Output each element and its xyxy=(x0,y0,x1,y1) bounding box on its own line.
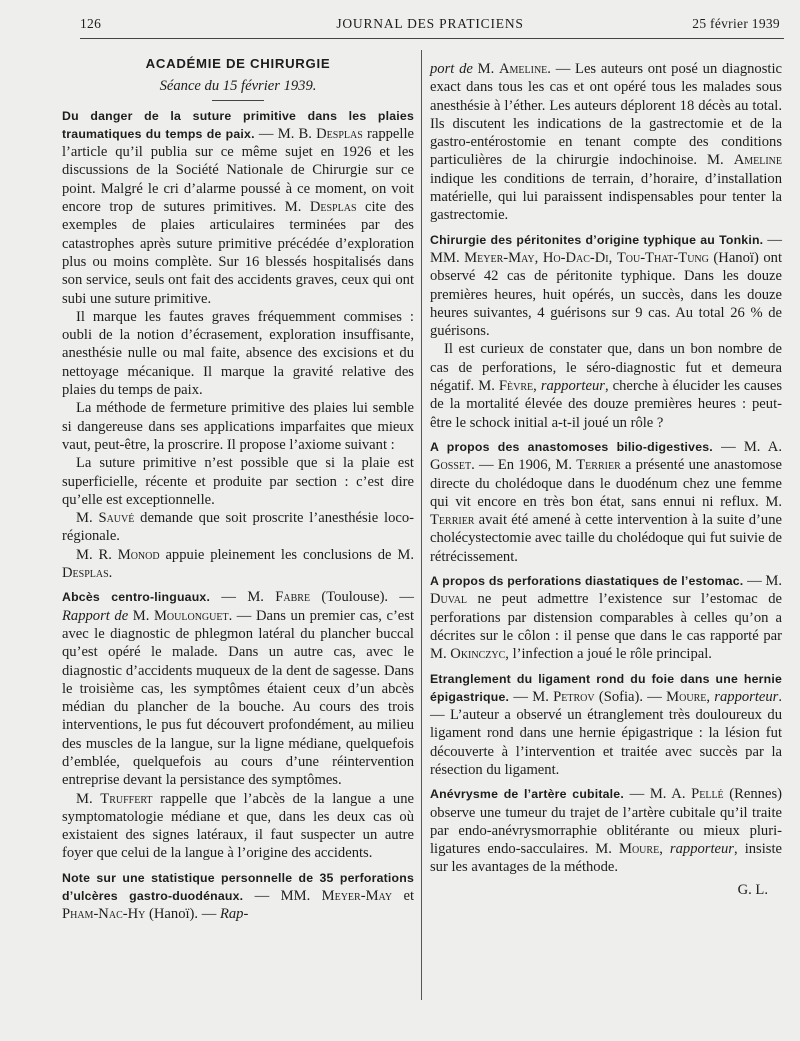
section-etranglement-ligament: Etranglement du ligament rond du foie dans une hernie épigastrique. — M. Petrov (Sofia). — Moure, rapporteur. — L’auteur a observé un étranglement très douloureux du ligament rond dans une hernie épigastrique : la lésion fut découverte à l’intervention et traitée avec succès par la résection du ligament. xyxy=(430,671,783,778)
paragraph: M. Truffert rappelle que l’abcès de la langue a une symptomatologie médiane et que, dans les deux cas où existaient des signes latéraux, il faut suspecter un autre foyer que celui de la langue à l’origine des accidents. xyxy=(62,790,414,862)
page-number: 126 xyxy=(80,16,102,31)
paragraph: Il marque les fautes graves fréquemment commises : oubli de la notion d’écrasement, exploration insuffisante, anesthésie nulle ou mal faite, absence des excisions et du nettoyage mécanique. Il marque la gravité relative des plaies du temps de paix. xyxy=(62,308,414,399)
section-title: Chirurgie des péritonites d’origine typhique au Tonkin. xyxy=(430,232,764,247)
paragraph: Il est curieux de constater que, dans un bon nombre de cas de perforations, le séro-diagnostic fut et demeura négatif. M. Fèvre, rapporteur, cherche à élucider les causes de la mortalité élevée des douze premières heures : peut-être le schock initial a-t-il joué un rôle ? xyxy=(430,341,783,431)
paragraph: M. R. Monod appuie pleinement les conclusions de M. Desplas. xyxy=(62,546,414,582)
section-anastomoses-bilio-digestives: A propos des anastomoses bilio-digestives. — M. A. Gosset. — En 1906, M. Terrier a présenté une anastomose directe du cholédoque dans le duodénum chez une femme qui vit encore en très bon état, sans ennui ni reflux. M. Terrier avait été amené à cette intervention à la suite d’une cholécystectomie avec taille du cholédoque qui fut suivie de rétrécissement. xyxy=(430,438,782,565)
section-title: Abcès centro-linguaux. xyxy=(62,590,211,605)
section-title: Note sur une statistique personnelle de 35 perforations d’ulcères gastro-duodénaux. xyxy=(62,870,414,904)
session-date: Séance du 15 février 1939. xyxy=(159,78,317,95)
column-divider xyxy=(421,50,422,1000)
paragraph: M. Sauvé demande que soit proscrite l’anesthésie loco-régionale. xyxy=(62,510,414,545)
title-rule xyxy=(212,100,264,101)
journal-title: JOURNAL DES PRATICIENS xyxy=(336,16,524,31)
section-title: Du danger de la suture primitive dans les plaies traumatiques du temps de paix. xyxy=(62,108,414,141)
header-rule xyxy=(80,38,784,39)
paragraph: La méthode de fermeture primitive des plaies lui semble si dangereuse dans ses applications imparfaites que mieux vaut, peut-être, la proscrire. Il propose l’axiome suivant : xyxy=(62,400,414,453)
section-statistique-perforations: Note sur une statistique personnelle de 35 perforations d’ulcères gastro-duodénaux. — MM. Meyer-May et Pham-Nac-Hy (Hanoï). — Rap- xyxy=(62,870,415,923)
page-title: ACADÉMIE DE CHIRURGIE xyxy=(145,56,331,71)
section-title: Anévrysme de l’artère cubitale. xyxy=(430,787,624,802)
issue-date: 25 février 1939 xyxy=(692,16,780,31)
section-anevrysme-cubitale: Anévrysme de l’artère cubitale. — M. A. Pellé (Rennes) observe une tumeur du trajet de l’artère cubitale qu’il traite par endo-anévrysmorraphie oblitérante ou mieux pluri-ligatures endo-sacculaires. M. Moure, rapporteur, insiste sur les avantages de la méthode. xyxy=(430,786,783,876)
page-header xyxy=(80,16,780,38)
section-peritonites-typhiques: Chirurgie des péritonites d’origine typhique au Tonkin. — MM. Meyer-May, Ho-Dac-Di, Tou-That-Tung (Hanoï) ont observé 42 cas de péritonite typhique. Dans les douze premières heures, huit opérés, un succès, dans les douze heures suivantes, 4 guérisons sur 9 cas. Au total 26 % de guérisons. xyxy=(430,231,783,340)
section-title: A propos ds perforations diastatiques de l’estomac. xyxy=(430,574,744,589)
section-suture-primitive: Du danger de la suture primitive dans les plaies traumatiques du temps de paix. — M. B. Desplas rappelle l’article qu’il publia sur ce même sujet en 1926 et les discussions de la Société Nationale de Chirurgie sur ce point. Malgré le cri d’alarme poussé à ce moment, on voit encore trop de sutures primitives. M. Desplas cite des exemples de plaies articulaires terminées par des catastrophes après suture primitive précédée d’exploration plus ou moins complète. Sur 16 blessés hospitalisés dans son service, seuls ont fait des accidents graves, ceux qui ont subi une suture primitive. xyxy=(62,108,414,307)
section-title: Etranglement du ligament rond du foie dans une hernie épigastrique. xyxy=(430,671,782,704)
right-column xyxy=(430,60,782,899)
author-signature: G. L. xyxy=(737,881,768,898)
paragraph: La suture primitive n’est possible que si la plaie est superficielle, récente et produite par section : c’est dire qu’elle est exceptionnelle. xyxy=(62,455,414,508)
paragraph-continued: port de M. Ameline. — Les auteurs ont posé un diagnostic exact dans tous les cas et ont opéré tous les malades sous anesthésie à l’éther. Les auteurs déplorent 18 décès au total. Ils discutent les indications de la gastrectomie et de la gastro-entérostomie en tenant compte des conditions particulières de la chirurgie indochinoise. M. Ameline indique les conditions de terrain, d’horaire, d’installation matérielle, qui lui paraissent indispensables pour tenter la gastrectomie. xyxy=(430,61,782,224)
section-title: A propos des anastomoses bilio-digestives. xyxy=(430,439,713,454)
left-column xyxy=(62,55,414,924)
section-perforations-diastatiques: A propos ds perforations diastatiques de l’estomac. — M. Duval ne peut admettre l’existence sur l’estomac de perforations par distension comparables à celles qu’on a décrites sur le côlon : il pense que dans le cas rapporté par M. Okinczyc, l’infection a joué le rôle principal. xyxy=(430,573,782,663)
section-abces-centro-linguaux: Abcès centro-linguaux. — M. Fabre (Toulouse). — Rapport de M. Moulonguet. — Dans un premier cas, c’est avec le diagnostic de phlegmon latéral du plancher buccal qu’est opéré le malade. Dans un autre cas, avec le diagnostic d’accidents muqueux de la dent de sagesse. Dans le troisième cas, les symptômes étaient ceux d’un abcès médian du plancher de la bouche. Au cours des trois interventions, le pus fut découvert profondément, au milieu des muscles de la langue, sur la ligne médiane, quelquefois d’emblée, quelquefois au cours d’une réintervention entreprise devant la persistance des symptômes. xyxy=(62,589,415,789)
